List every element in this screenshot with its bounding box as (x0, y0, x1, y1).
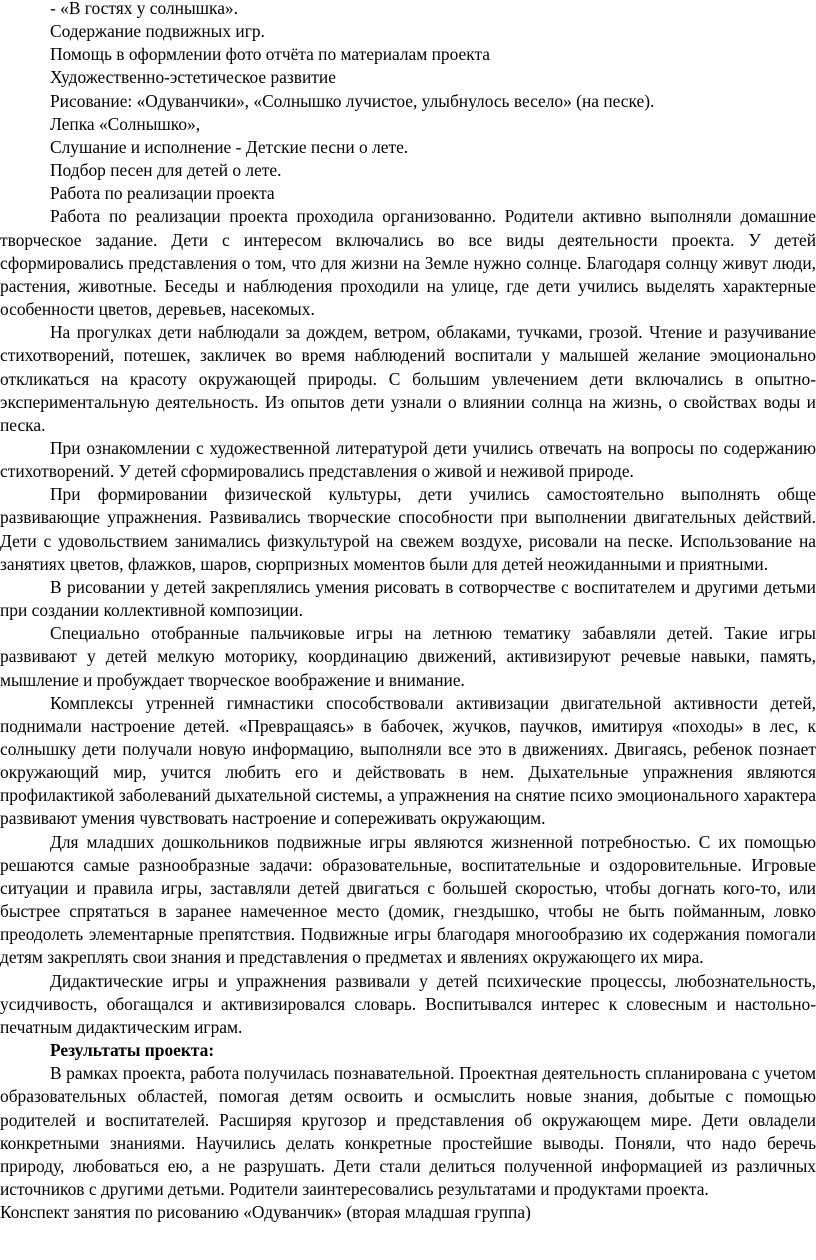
intro-line-7: Слушание и исполнение - Детские песни о лете. (50, 136, 409, 157)
intro-line-5: Рисование: «Одуванчики», «Солнышко лучистое, улыбнулось весело» (на песке). (50, 90, 655, 111)
intro-line-2: Содержание подвижных игр. (50, 21, 265, 42)
paragraph-project-work: Работа по реализации проекта проходила организованно. Родители активно выполняли домашние творческое задание. Дети с интересом включались во все виды деятельности проекта. У детей сформировались представления о том, что для жизни на Земле нужно солнце. Благодаря солнцу живут люди, растения, животные. Беседы и наблюдения проходили на улице, где дети учились выделять характерные особенности цветов, деревьев, насекомых. (0, 206, 816, 320)
intro-line-6: Лепка «Солнышко», (50, 113, 201, 134)
intro-line-4: Художественно-эстетическое развитие (50, 67, 336, 88)
paragraph-literature: При ознакомлении с художественной литературой дети учились отвечать на вопросы по содержанию стихотворений. У детей сформировались представления о живой и неживой природе. (0, 437, 816, 482)
paragraph-drawing: В рисовании у детей закреплялись умения рисовать в сотворчестве с воспитателем и другими детьми при создании коллективной композиции. (0, 576, 816, 621)
paragraph-outdoor-games: Для младших дошкольников подвижные игры являются жизненной потребностью. С их помощью решаются самые разнообразные задачи: образовательные, воспитательные и оздоровительные. Игровые ситуации и правила игры, заставляли детей двигаться с большей скоростью, чтобы догнать кого-то, или быстрее спрятаться в заранее намеченное место (домик, гнездышко, чтобы не быть пойманным, ловко преодолеть элементарные препятствия. Подвижные игры благодаря многообразию их содержания помогали детям закреплять свои знания и представления о предметах и явлениях окружающего их мира. (0, 831, 816, 968)
paragraph-finger-games: Специально отобранные пальчиковые игры на летнюю тематику забавляли детей. Такие игры развивают у детей мелкую моторику, координацию движений, активизируют речевые навыки, память, мышление и пробуждает творческое воображение и внимание. (0, 623, 816, 690)
paragraph-walks: На прогулках дети наблюдали за дождем, ветром, облаками, тучками, грозой. Чтение и разучивание стихотворений, потешек, закличек во время наблюдений воспитали у малышей желание эмоционально откликаться на красоту окружающей природы. С большим увлечением дети включались в опытно-экспериментальную деятельность. Из опытов дети узнали о влиянии солнца на жизнь, о свойствах воды и песка. (0, 322, 816, 435)
paragraph-morning-exercises: Комплексы утренней гимнастики способствовали активизации двигательной активности детей, поднимали настроение детей. «Превращаясь» в бабочек, жучков, паучков, имитируя «походы» в лес, к солнышку дети получали новую информацию, выполняли все это в движениях. Двигаясь, ребенок познает окружающий мир, учится любить его и действовать в нем. Дыхательные упражнения являются профилактикой заболеваний дыхательной системы, а упражнения на снятие психо эмоционального характера развивают умения чувствовать настроение и сопереживать окружающим. (0, 692, 816, 829)
intro-line-3: Помощь в оформлении фото отчёта по материалам проекта (50, 44, 490, 65)
intro-line-1: - «В гостях у солнышка». (50, 0, 238, 18)
results-heading: Результаты проекта: (50, 1040, 215, 1061)
paragraph-results: В рамках проекта, работа получилась познавательной. Проектная деятельность спланирована с учетом образовательных областей, помогая детям освоить и осмыслить новые знания, добытые с помощью родителей и воспитателей. Расширяя кругозор и представления об окружающем мире. Дети овладели конкретными знаниями. Научились делать конкретные простейшие выводы. Поняли, что надо беречь природу, любоваться ею, а не разрушать. Дети стали делиться полученной информацией из различных источников с другими детьми. Родители заинтересовались результатами и продуктами проекта. (0, 1063, 816, 1199)
paragraph-didactic-games: Дидактические игры и упражнения развивали у детей психические процессы, любознательность, усидчивость, обогащался и активизировался словарь. Воспитывался интерес к словесным и настольно-печатным дидактическим играм. (0, 970, 816, 1037)
intro-line-8: Подбор песен для детей о лете. (50, 160, 282, 181)
intro-line-9: Работа по реализации проекта (50, 183, 275, 204)
lesson-summary-title: Конспект занятия по рисованию «Одуванчик» (вторая младшая группа) (0, 1202, 531, 1223)
paragraph-physical-culture: При формировании физической культуры, дети учились самостоятельно выполнять обще развивающие упражнения. Развивались творческие способности при выполнении двигательных действий. Дети с удовольствием занимались физкультурой на свежем воздухе, рисовали на песке. Использование на занятиях цветов, флажков, шаров, сюрпризных моментов были для детей неожиданными и приятными. (0, 484, 816, 574)
